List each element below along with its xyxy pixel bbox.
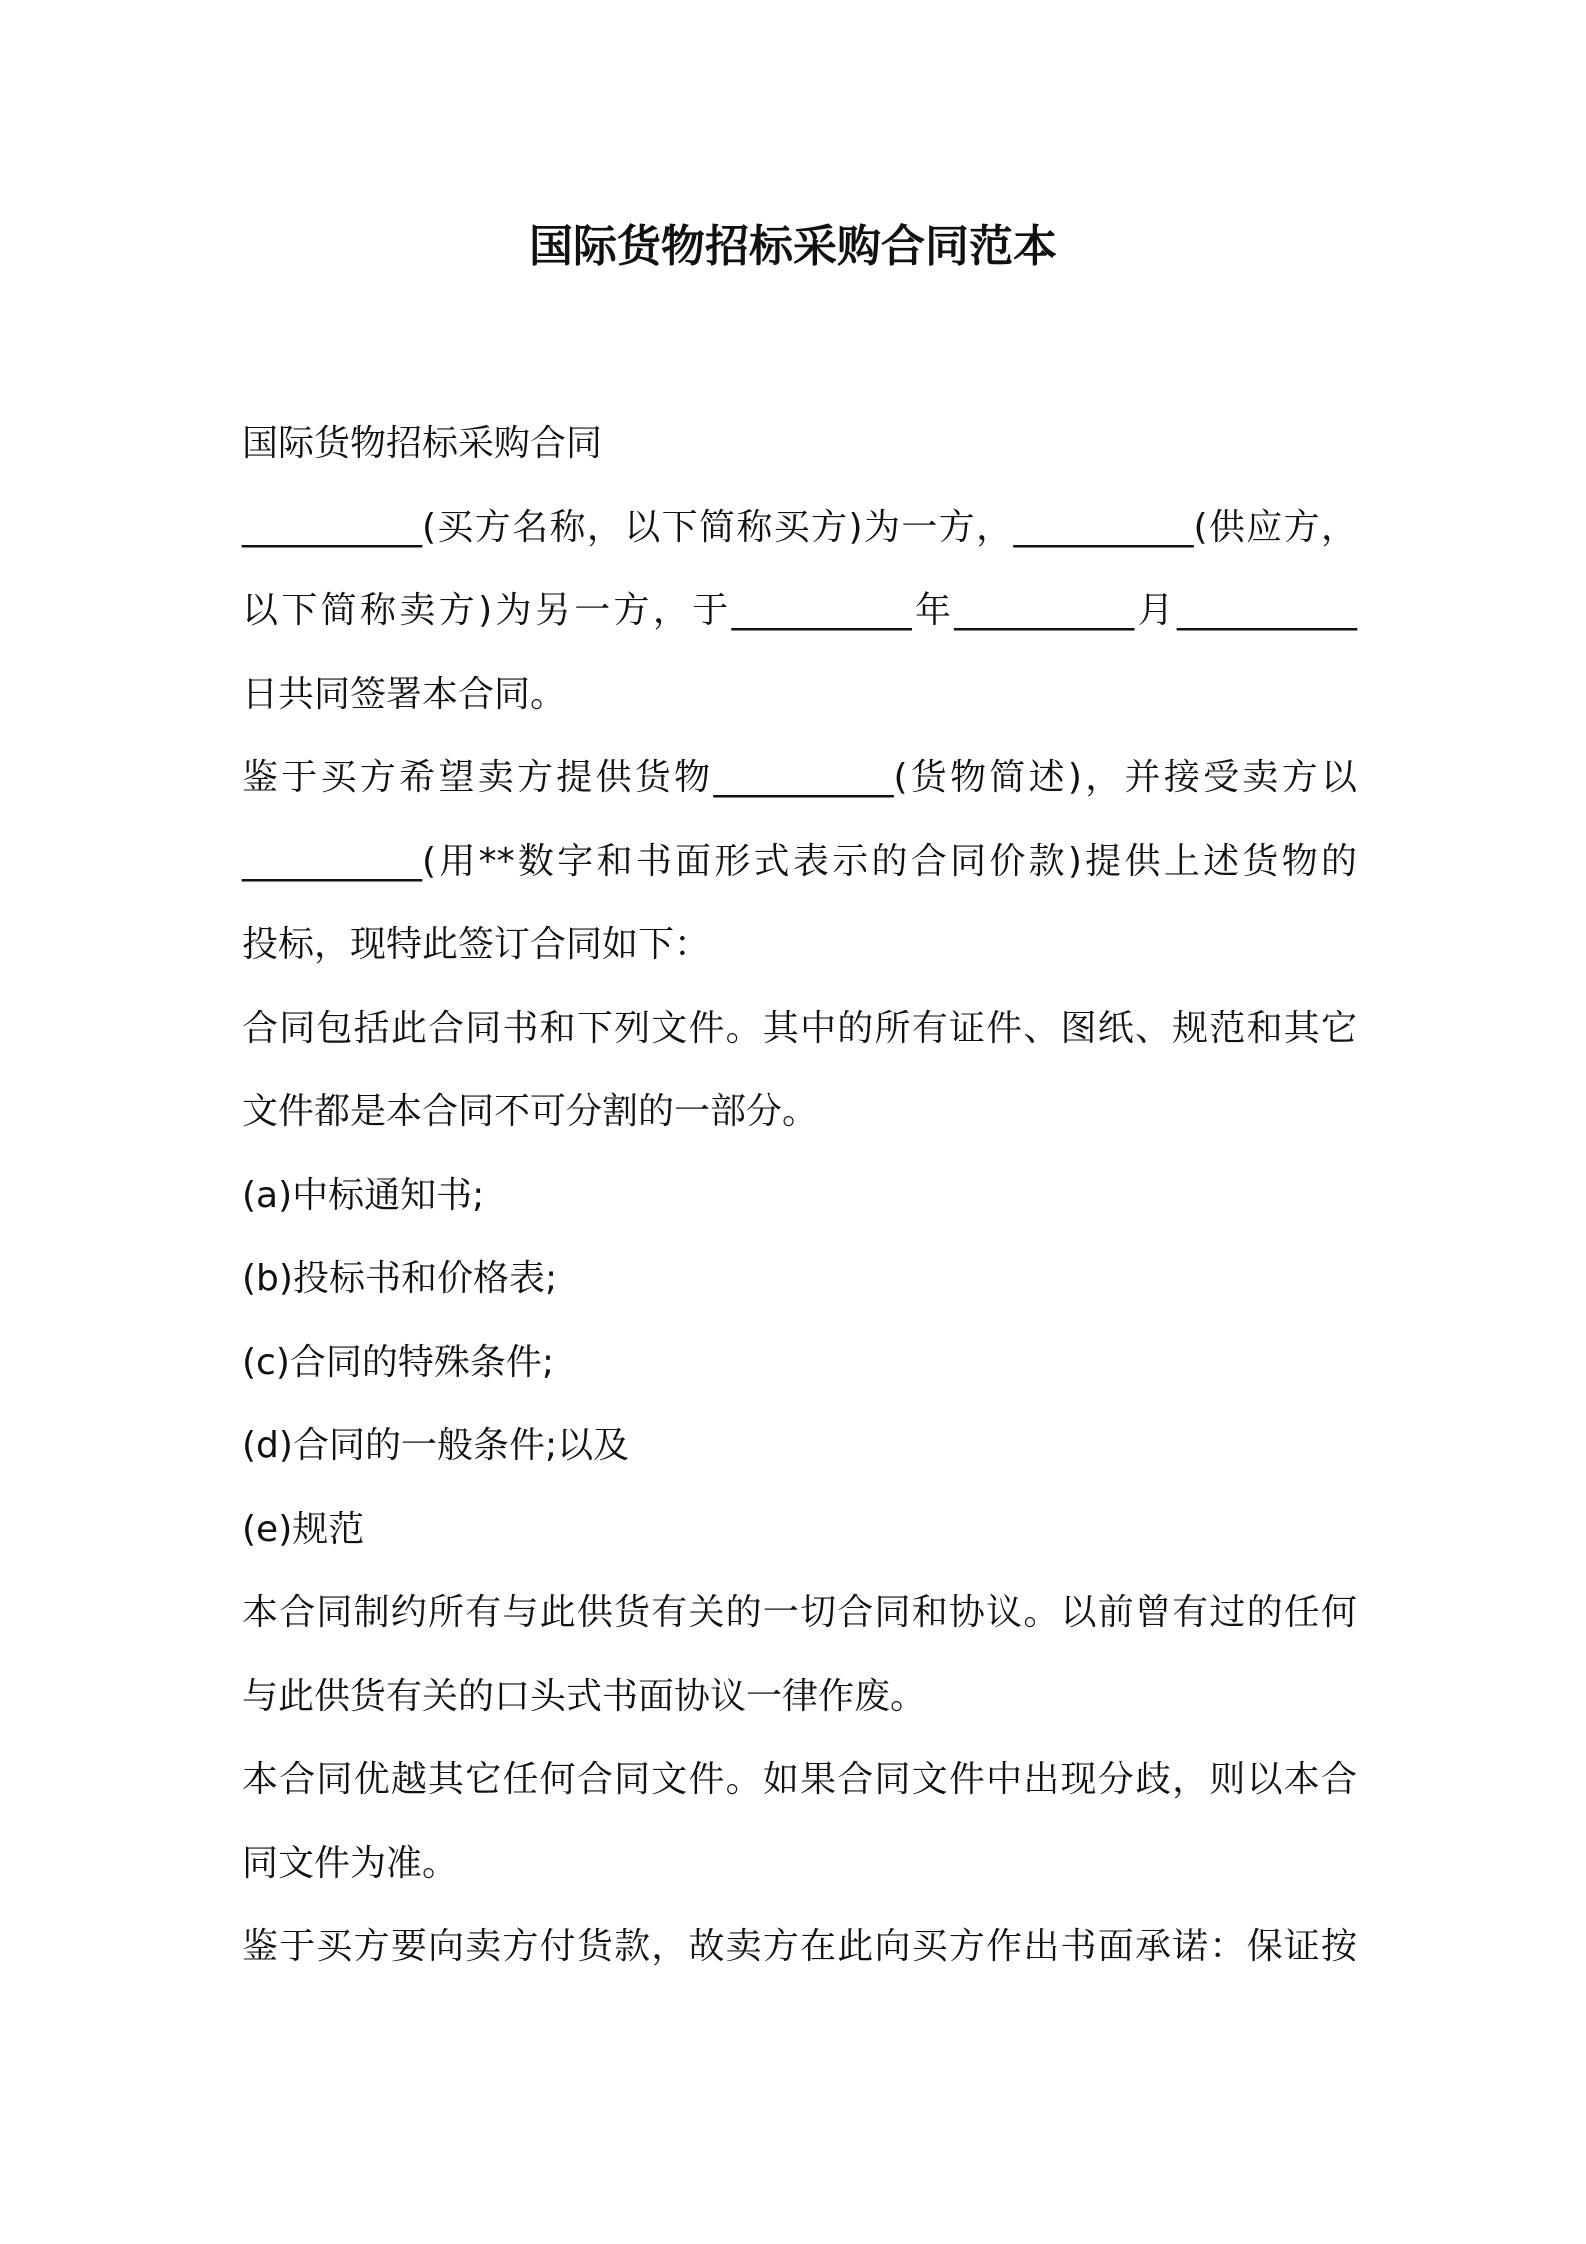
body-line: 本合同优越其它任何合同文件。如果合同文件中出现分歧，则以本合 [242,1759,1357,1800]
body-line: 投标，现特此签订合同如下： [242,924,711,965]
body-line: 文件都是本合同不可分割的一部分。 [242,1091,819,1132]
body-line: 本合同制约所有与此供货有关的一切合同和协议。以前曾有过的任何 [242,1592,1357,1633]
list-item-a: (a)中标通知书; [242,1174,485,1216]
body-line: 合同包括此合同书和下列文件。其中的所有证件、图纸、规范和其它 [242,1007,1357,1049]
list-item-c: (c)合同的特殊条件; [242,1341,555,1383]
body-line: __________(买方名称，以下简称买方)为一方，__________(供应方， [242,506,1357,548]
body-line: __________(用**数字和书面形式表示的合同价款)提供上述货物的 [242,840,1357,882]
document-title: 国际货物招标采购合同范本 [529,221,1057,272]
list-item-b: (b)投标书和价格表; [242,1258,558,1299]
body-line: 鉴于买方要向卖方付货款，故卖方在此向买方作出书面承诺：保证按 [242,1926,1357,1967]
body-line: 以下简称卖方)为另一方，于__________年__________月__________ [242,590,1357,631]
list-item-d: (d)合同的一般条件;以及 [242,1425,630,1466]
list-item-e: (e)规范 [242,1508,365,1550]
document-body [242,402,1357,1989]
body-line: 鉴于买方希望卖方提供货物__________(货物简述)，并接受卖方以 [242,757,1357,798]
body-line: 与此供货有关的口头式书面协议一律作废。 [242,1675,927,1717]
body-line: 日共同签署本合同。 [242,673,567,715]
body-line: 同文件为准。 [242,1842,459,1884]
contract-heading: 国际货物招标采购合同 [242,423,603,464]
